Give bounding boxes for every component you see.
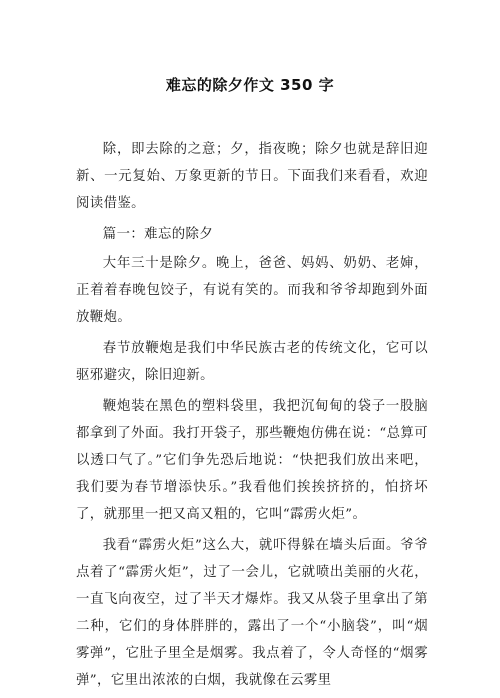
body-paragraph: 大年三十是除夕。晚上，爸爸、妈妈、奶奶、老婶，正着着春晚包饺子，有说有笑的。而我和爷爷却跑到外面放鞭炮。 — [76, 256, 428, 325]
intro-paragraph: 除，即去除的之意；夕，指夜晚；除夕也就是辞旧迎新、一元复始、万象更新的节日。下面我们来看看，欢迎阅读借鉴。 — [76, 142, 428, 211]
section-heading: 篇一：难忘的除夕 — [102, 227, 214, 242]
body-paragraph: 鞭炮装在黑色的塑料袋里，我把沉甸甸的袋子一股脑都拿到了外面。我打开袋子，那些鞭炮仿佛在说：“总算可以透口气了。”它们争先恐后地说：“快把我们放出来吧，我们要为春节增添快乐。”我看他们挨挨挤挤的，怕挤坏了，就那里一把又高又粗的，它叫“霹雳火炬”。 — [76, 399, 429, 522]
body-paragraph: 我看“霹雳火炬”这么大，就吓得躲在墙头后面。爷爷点着了“霹雳火炬”，过了一会儿，它就喷出美丽的火花，一直飞向夜空，过了半天才爆炸。我又从袋子里拿出了第二种，它们的身体胖胖的，露出了一个“小脑袋”，叫“烟雾弹”，它肚子里全是烟雾。我点着了，令人奇怪的“烟雾弹”，它里出浓浓的白烟，我就像在云雾里 — [76, 538, 428, 688]
body-paragraph: 春节放鞭炮是我们中华民族古老的传统文化，它可以驱邪避灾，除旧迎新。 — [76, 341, 428, 383]
document-title: 难忘的除夕作文 350 字 — [165, 76, 335, 94]
document-body — [76, 136, 428, 698]
